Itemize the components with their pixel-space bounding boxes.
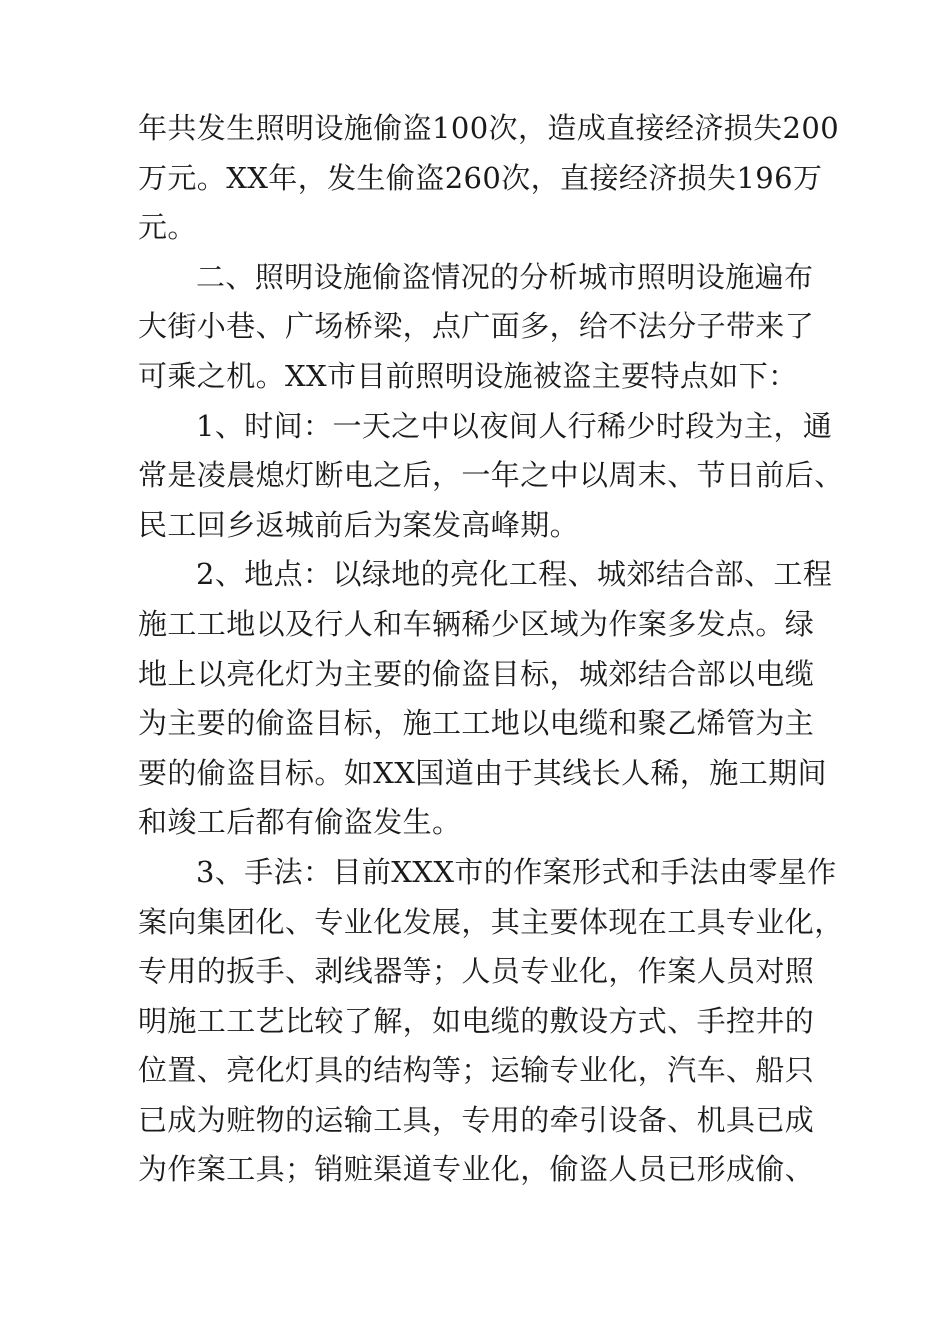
text-line: 要的偷盗目标。如XX国道由于其线长人稀，施工期间: [138, 755, 827, 790]
text-line: 明施工工艺比较了解，如电缆的敷设方式、手控井的: [138, 1003, 815, 1038]
text-line: 大街小巷、广场桥梁，点广面多，给不法分子带来了: [138, 309, 815, 344]
text-line: 地上以亮化灯为主要的偷盗目标，城郊结合部以电缆: [138, 656, 815, 691]
list-item-location-line: 2、地点：以绿地的亮化工程、城郊结合部、工程: [196, 557, 833, 592]
list-item-time-line: 1、时间：一天之中以夜间人行稀少时段为主，通: [196, 408, 833, 443]
section-heading-line: 二、照明设施偷盗情况的分析城市照明设施遍布: [196, 259, 814, 294]
text-line: 常是凌晨熄灯断电之后，一年之中以周末、节日前后、: [138, 458, 844, 493]
document-body: [138, 104, 844, 1195]
text-line: 案向集团化、专业化发展，其主要体现在工具专业化，: [138, 904, 844, 939]
text-line: 民工回乡返城前后为案发高峰期。: [138, 507, 580, 542]
list-item-method-line: 3、手法：目前XXX市的作案形式和手法由零星作: [196, 854, 837, 889]
text-line: 元。: [138, 210, 197, 245]
text-line: 专用的扳手、剥线器等；人员专业化，作案人员对照: [138, 954, 815, 989]
text-line: 可乘之机。XX市目前照明设施被盗主要特点如下：: [138, 358, 798, 393]
text-line: 和竣工后都有偷盗发生。: [138, 805, 462, 840]
text-line: 为作案工具；销赃渠道专业化，偷盗人员已形成偷、: [138, 1152, 815, 1187]
text-line: 为主要的偷盗目标，施工工地以电缆和聚乙烯管为主: [138, 706, 815, 741]
text-line: 位置、亮化灯具的结构等；运输专业化，汽车、船只: [138, 1053, 815, 1088]
text-line: 年共发生照明设施偷盗100次，造成直接经济损失200: [138, 111, 840, 145]
text-line: 已成为赃物的运输工具，专用的牵引设备、机具已成: [138, 1102, 815, 1137]
text-line: 施工工地以及行人和车辆稀少区域为作案多发点。绿: [138, 606, 815, 641]
text-line: 万元。XX年，发生偷盗260次，直接经济损失196万: [138, 160, 823, 195]
